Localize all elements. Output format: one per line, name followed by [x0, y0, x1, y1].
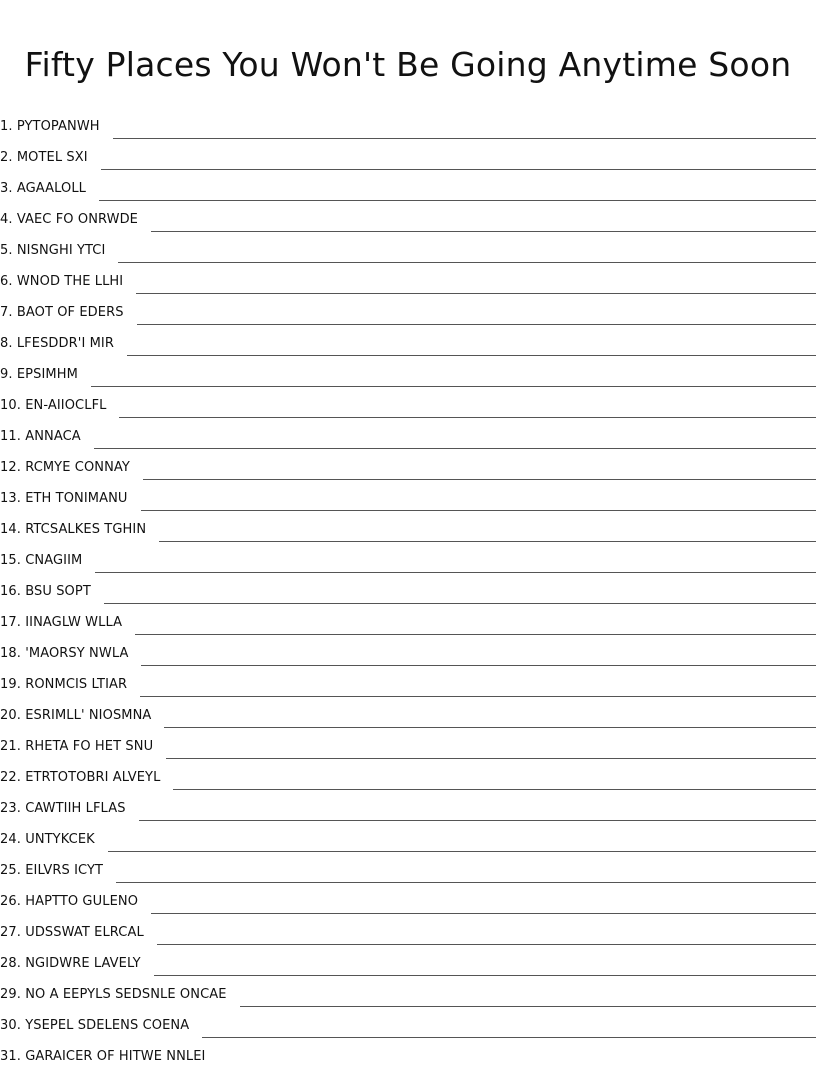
- list-item: [0, 417, 816, 448]
- list-item: [0, 355, 816, 386]
- list-item: [0, 727, 816, 758]
- answer-line[interactable]: [135, 634, 816, 635]
- list-item: [0, 975, 816, 1006]
- answer-line[interactable]: [118, 262, 816, 263]
- list-item: [0, 138, 816, 169]
- item-label: 12. RCMYE CONNAY: [0, 460, 130, 475]
- answer-line[interactable]: [166, 758, 816, 759]
- list-item: [0, 572, 816, 603]
- answer-line[interactable]: [151, 913, 816, 914]
- list-item: [0, 448, 816, 479]
- item-label: 30. YSEPEL SDELENS COENA: [0, 1018, 190, 1033]
- list-item: [0, 169, 816, 200]
- answer-line[interactable]: [137, 324, 816, 325]
- list-item: [0, 944, 816, 975]
- list-item: [0, 200, 816, 231]
- list-item: [0, 293, 816, 324]
- item-label: 22. ETRTOTOBRI ALVEYL: [0, 770, 161, 785]
- answer-line[interactable]: [141, 510, 816, 511]
- list-item: [0, 634, 816, 665]
- list-item: [0, 541, 816, 572]
- list-item: [0, 665, 816, 696]
- item-label: 21. RHETA FO HET SNU: [0, 739, 154, 754]
- list-item: [0, 696, 816, 727]
- answer-line[interactable]: [151, 231, 816, 232]
- item-label: 10. EN-AIIOCLFL: [0, 398, 107, 413]
- answer-line[interactable]: [99, 200, 816, 201]
- item-label: 25. EILVRS ICYT: [0, 863, 104, 878]
- item-label: 7. BAOT OF EDERS: [0, 305, 124, 320]
- item-label: 9. EPSIMHM: [0, 367, 78, 382]
- item-label: 31. GARAICER OF HITWE NNLEI: [0, 1049, 206, 1064]
- list-item: [0, 324, 816, 355]
- item-label: 2. MOTEL SXI: [0, 150, 88, 165]
- item-label: 27. UDSSWAT ELRCAL: [0, 925, 144, 940]
- answer-line[interactable]: [95, 572, 816, 573]
- list-item: [0, 510, 816, 541]
- answer-line[interactable]: [240, 1006, 816, 1007]
- list-item: [0, 386, 816, 417]
- list-item: [0, 231, 816, 262]
- answer-line[interactable]: [139, 820, 816, 821]
- item-label: 11. ANNACA: [0, 429, 81, 444]
- item-label: 6. WNOD THE LLHI: [0, 274, 124, 289]
- list-item: [0, 1037, 816, 1068]
- answer-line[interactable]: [101, 169, 816, 170]
- answer-line[interactable]: [94, 448, 816, 449]
- answer-line[interactable]: [143, 479, 816, 480]
- list-item: [0, 1006, 816, 1037]
- item-label: 19. RONMCIS LTIAR: [0, 677, 128, 692]
- list-item: [0, 603, 816, 634]
- answer-line[interactable]: [119, 417, 816, 418]
- answer-line[interactable]: [159, 541, 816, 542]
- item-label: 15. CNAGIIM: [0, 553, 83, 568]
- answer-line[interactable]: [157, 944, 816, 945]
- item-label: 4. VAEC FO ONRWDE: [0, 212, 138, 227]
- answer-line[interactable]: [108, 851, 816, 852]
- item-label: 18. 'MAORSY NWLA: [0, 646, 129, 661]
- item-label: 17. IINAGLW WLLA: [0, 615, 123, 630]
- list-item: [0, 851, 816, 882]
- answer-line[interactable]: [173, 789, 816, 790]
- item-label: 1. PYTOPANWH: [0, 119, 100, 134]
- answer-line[interactable]: [164, 727, 816, 728]
- answer-line[interactable]: [91, 386, 816, 387]
- item-label: 3. AGAALOLL: [0, 181, 87, 196]
- answer-line[interactable]: [116, 882, 816, 883]
- list-item: [0, 262, 816, 293]
- answer-line[interactable]: [127, 355, 816, 356]
- answer-line[interactable]: [141, 665, 816, 666]
- answer-line[interactable]: [154, 975, 816, 976]
- list-item: [0, 758, 816, 789]
- item-label: 29. NO A EEPYLS SEDSNLE ONCAE: [0, 987, 227, 1002]
- answer-line[interactable]: [104, 603, 816, 604]
- item-label: 20. ESRIMLL' NIOSMNA: [0, 708, 152, 723]
- item-label: 5. NISNGHI YTCI: [0, 243, 106, 258]
- item-label: 13. ETH TONIMANU: [0, 491, 128, 506]
- scramble-list: [0, 107, 816, 1068]
- list-item: [0, 789, 816, 820]
- answer-line[interactable]: [113, 138, 816, 139]
- item-label: 28. NGIDWRE LAVELY: [0, 956, 141, 971]
- list-item: [0, 882, 816, 913]
- list-item: [0, 820, 816, 851]
- item-label: 16. BSU SOPT: [0, 584, 91, 599]
- list-item: [0, 479, 816, 510]
- item-label: 24. UNTYKCEK: [0, 832, 95, 847]
- answer-line[interactable]: [202, 1037, 816, 1038]
- answer-line[interactable]: [136, 293, 816, 294]
- list-item: [0, 913, 816, 944]
- item-label: 14. RTCSALKES TGHIN: [0, 522, 147, 537]
- answer-line[interactable]: [140, 696, 816, 697]
- item-label: 26. HAPTTO GULENO: [0, 894, 139, 909]
- page-title: Fifty Places You Won't Be Going Anytime Soon: [24, 45, 792, 84]
- list-item: [0, 107, 816, 138]
- item-label: 8. LFESDDR'I MIR: [0, 336, 114, 351]
- item-label: 23. CAWTIIH LFLAS: [0, 801, 126, 816]
